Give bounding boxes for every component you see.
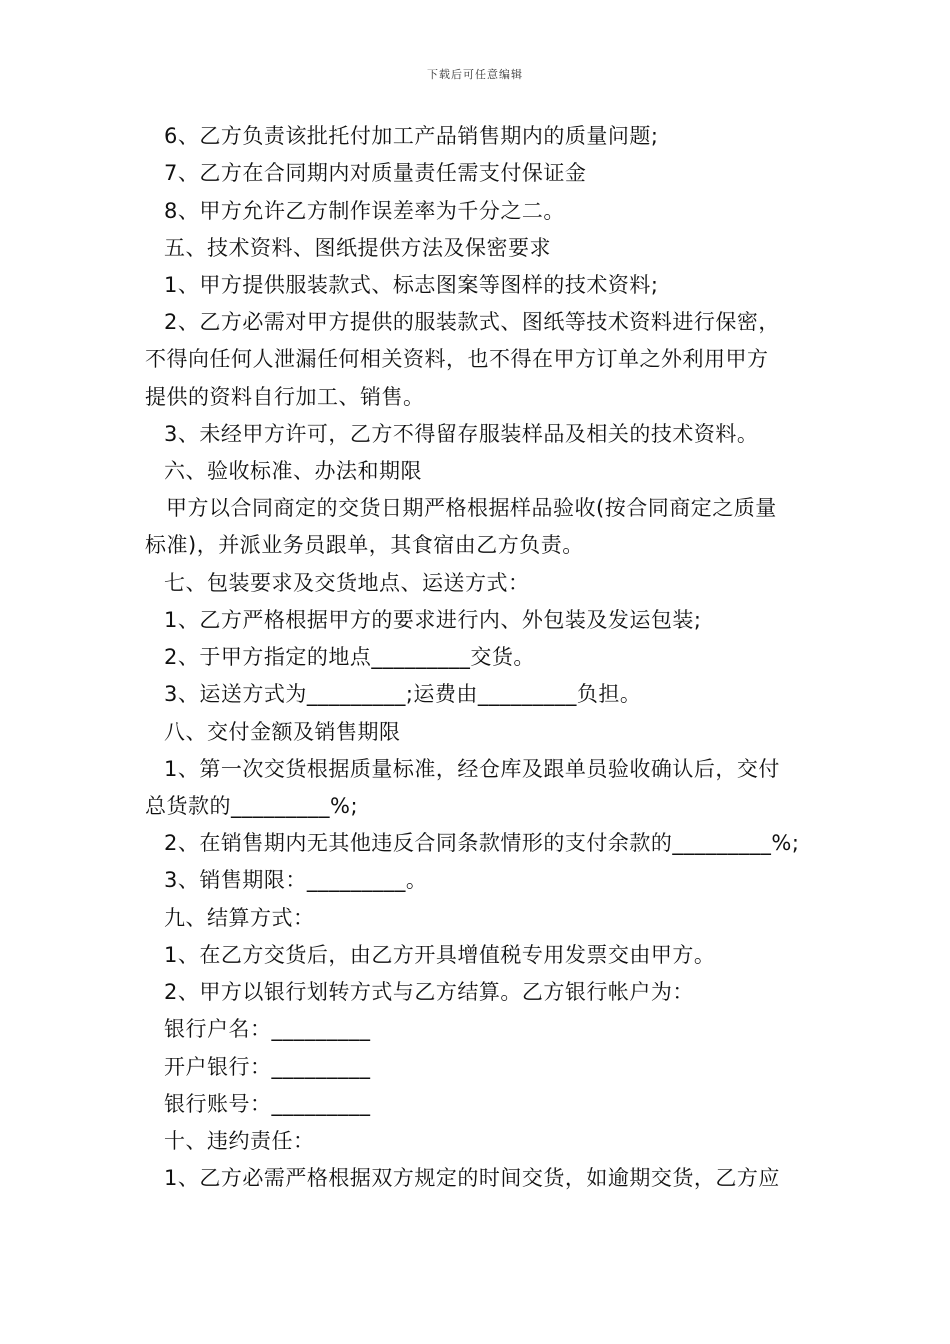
clause-line: 不得向任何人泄漏任何相关资料，也不得在甲方订单之外利用甲方 xyxy=(145,347,769,371)
section-heading: 八、交付金额及销售期限 xyxy=(164,720,401,744)
clause-line: 8、甲方允许乙方制作误差率为千分之二。 xyxy=(164,199,565,223)
section-heading: 六、验收标准、办法和期限 xyxy=(164,459,422,483)
page-header: 下载后可任意编辑 xyxy=(427,68,523,81)
clause-line: 1、乙方严格根据甲方的要求进行内、外包装及发运包装; xyxy=(164,608,702,632)
clause-line: 甲方以合同商定的交货日期严格根据样品验收(按合同商定之质量 xyxy=(166,496,777,520)
section-heading: 十、违约责任： xyxy=(164,1129,315,1153)
bank-account-name-line: 银行户名：_________ xyxy=(164,1017,371,1041)
bank-account-number-line: 银行账号：_________ xyxy=(164,1092,371,1116)
clause-line: 7、乙方在合同期内对质量责任需支付保证金 xyxy=(164,161,587,185)
section-heading: 七、包装要求及交货地点、运送方式： xyxy=(164,571,530,595)
clause-line: 1、第一次交货根据质量标准，经仓库及跟单员验收确认后，交付 xyxy=(164,757,780,781)
clause-line: 3、未经甲方许可，乙方不得留存服装样品及相关的技术资料。 xyxy=(164,422,759,446)
clause-line: 总货款的_________%; xyxy=(145,794,359,818)
clause-line: 1、在乙方交货后，由乙方开具增值税专用发票交由甲方。 xyxy=(164,943,716,967)
section-heading: 九、结算方式： xyxy=(164,906,315,930)
clause-line: 2、在销售期内无其他违反合同条款情形的支付余款的_________%; xyxy=(164,831,800,855)
bank-name-line: 开户银行：_________ xyxy=(164,1055,371,1079)
clause-line: 2、乙方必需对甲方提供的服装款式、图纸等技术资料进行保密， xyxy=(164,310,780,334)
clause-line: 1、甲方提供服装款式、标志图案等图样的技术资料; xyxy=(164,273,659,297)
clause-line: 2、甲方以银行划转方式与乙方结算。乙方银行帐户为： xyxy=(164,980,694,1004)
clause-line: 3、运送方式为_________;运费由_________负担。 xyxy=(164,682,642,706)
clause-line: 3、销售期限：_________。 xyxy=(164,868,428,892)
clause-line: 1、乙方必需严格根据双方规定的时间交货，如逾期交货，乙方应 xyxy=(164,1166,780,1190)
clause-line: 提供的资料自行加工、销售。 xyxy=(145,385,425,409)
clause-line: 2、于甲方指定的地点_________交货。 xyxy=(164,645,535,669)
clause-line: 标准)，并派业务员跟单，其食宿由乙方负责。 xyxy=(145,533,584,557)
clause-line: 6、乙方负责该批托付加工产品销售期内的质量问题; xyxy=(164,124,659,148)
section-heading: 五、技术资料、图纸提供方法及保密要求 xyxy=(164,236,551,260)
